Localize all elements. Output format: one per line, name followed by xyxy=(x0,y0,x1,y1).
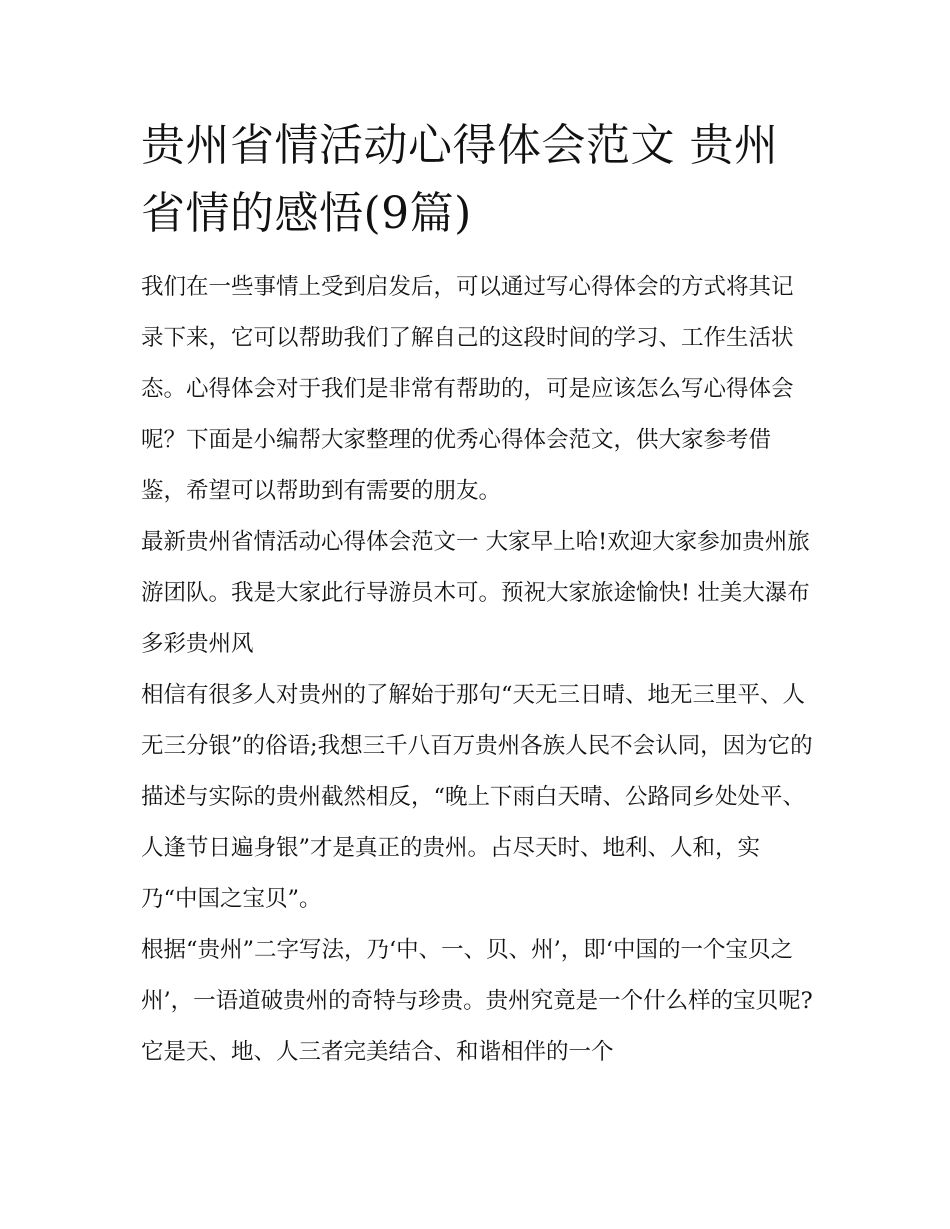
intro-paragraph: 我们在一些事情上受到启发后，可以通过写心得体会的方式将其记录下来，它可以帮助我们了解自己的这段时间的学习、工作生活状态。心得体会对于我们是非常有帮助的，可是应该怎么写心得体会呢？下面是小编帮大家整理的优秀心得体会范文，供大家参考借鉴，希望可以帮助到有需要的朋友。 xyxy=(141,274,794,504)
body-paragraph-3: 根据“贵州”二字写法，乃‘中、一、贝、州’，即‘中国的一个宝贝之州’，一语道破贵州的奇特与珍贵。贵州究竟是一个什么样的宝贝呢?它是天、地、人三者完美结合、和谐相伴的一个 xyxy=(141,937,813,1065)
body-paragraph-1: 最新贵州省情活动心得体会范文一 大家早上哈!欢迎大家参加贵州旅游团队。我是大家此行导游员木可。预祝大家旅途愉快! 壮美大瀑布 多彩贵州风 xyxy=(141,529,810,657)
body-paragraph-2: 相信有很多人对贵州的了解始于那句“天无三日晴、地无三里平、人无三分银”的俗语;我想三千八百万贵州各族人民不会认同，因为它的描述与实际的贵州截然相反，“晚上下雨白天晴、公路同乡处处平、人逢节日遍身银”才是真正的贵州。占尽天时、地利、人和，实乃“中国之宝贝”。 xyxy=(141,682,813,912)
document-page xyxy=(141,112,815,1078)
document-title: 贵州省情活动心得体会范文 贵州省情的感悟(9篇) xyxy=(141,120,779,239)
